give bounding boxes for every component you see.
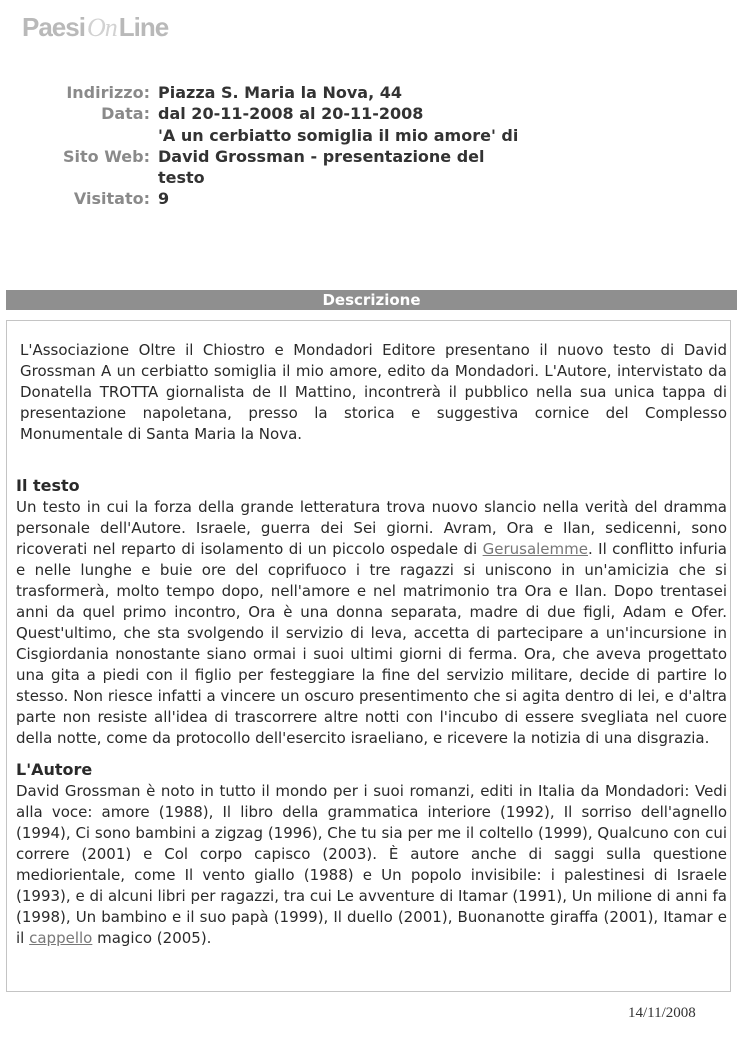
testo-text-start: Un testo in cui la forza della grande letteratura trova nuovo slancio nella verità del dramma personale dell'Autore. Israele, guerra dei Sei giorni. Avram, Ora e Ilan, sedicenni, sono ricoverati nel reparto di isolamento di un piccolo ospedale di	[16, 498, 727, 558]
testo-text-end: . Il conflitto infuria e nelle lunghe e buie ore del coprifuoco i tre ragazzi si uniscono in un'amicizia che si trasformerà, molto tempo dopo, nell'amore e nel matrimonio tra Ora e Ilan. Dopo trentasei anni da quel primo incontro, Ora è una donna separata, madre di due figli, Adam e Ofer. Quest'ultimo, che sta svolgendo il servizio di leva, accetta di partecipare a un'incursione in Cisgiordania nonostante siano ormai i suoi ultimi giorni di ferma. Ora, che aveva progettato una gita a piedi con il figlio per festeggiare la fine del servizio militare, decide di partire lo stesso. Non riesce infatti a vincere un oscuro presentimento che si agita dentro di lei, e d'altra parte non resiste all'idea di trascorrere altre notti con l'incubo di essere svegliata nel cuore della notte, come da protocollo dell'esercito israeliano, e ricevere la notizia di una disgrazia.	[16, 540, 727, 747]
link-gerusalemme[interactable]: Gerusalemme	[482, 540, 588, 558]
autore-text-end: magico (2005).	[92, 929, 212, 947]
heading-l-autore: L'Autore	[16, 760, 93, 779]
logo-text-line: Line	[118, 12, 169, 42]
print-date: 14/11/2008	[628, 1005, 696, 1021]
data-label: Data:	[101, 104, 150, 123]
info-row-indirizzo	[48, 82, 528, 103]
testo-paragraph	[16, 497, 727, 749]
indirizzo-label: Indirizzo:	[66, 83, 150, 102]
logo-text-paesi: Paesi	[22, 12, 85, 42]
info-row-data	[48, 103, 528, 124]
section-header-descrizione: Descrizione	[6, 290, 737, 310]
data-value: dal 20-11-2008 al 20-11-2008	[158, 104, 424, 123]
visitato-value: 9	[158, 189, 170, 208]
sito-value: 'A un cerbiatto somiglia il mio amore' di David Grossman - presentazione del testo	[158, 126, 519, 187]
autore-paragraph	[16, 781, 727, 949]
description-content	[16, 340, 727, 949]
info-row-visitato	[48, 188, 528, 209]
autore-text-start: David Grossman è noto in tutto il mondo per i suoi romanzi, editi in Italia da Mondadori: Vedi alla voce: amore (1988), Il libro della grammatica interiore (1992), Il sorriso dell'agnello (1994), Ci sono bambini a zigzag (1996), Che tu sia per me il coltello (1999), Qualcuno con cui correre (2001) e Col corpo capisco (2003). È autore anche di saggi sulla questione mediorientale, come Il vento giallo (1988) e Un popolo invisibile: i palestinesi di Israele (1993), e di alcuni libri per ragazzi, tra cui Le avventure di Itamar (1991), Un milione di anni fa (1998), Un bambino e il suo papà (1999), Il duello (2001), Buonanotte giraffa (2001), Itamar e il	[16, 782, 727, 947]
info-row-sito	[48, 125, 528, 188]
logo-text-on: On	[86, 13, 117, 42]
intro-paragraph: L'Associazione Oltre il Chiostro e Mondadori Editore presentano il nuovo testo di David Grossman A un cerbiatto somiglia il mio amore, edito da Mondadori. L'Autore, intervistato da Donatella TROTTA giornalista de Il Mattino, incontrerà il pubblico nella sua unica tappa di presentazione napoletana, presso la storica e suggestiva cornice del Complesso Monumentale di Santa Maria la Nova.	[20, 341, 727, 443]
link-cappello[interactable]: cappello	[29, 929, 93, 947]
site-logo	[22, 12, 168, 43]
indirizzo-value: Piazza S. Maria la Nova, 44	[158, 83, 403, 102]
event-info	[48, 82, 528, 209]
sito-label: Sito Web:	[63, 147, 150, 166]
heading-il-testo: Il testo	[16, 476, 80, 495]
visitato-label: Visitato:	[73, 189, 150, 208]
